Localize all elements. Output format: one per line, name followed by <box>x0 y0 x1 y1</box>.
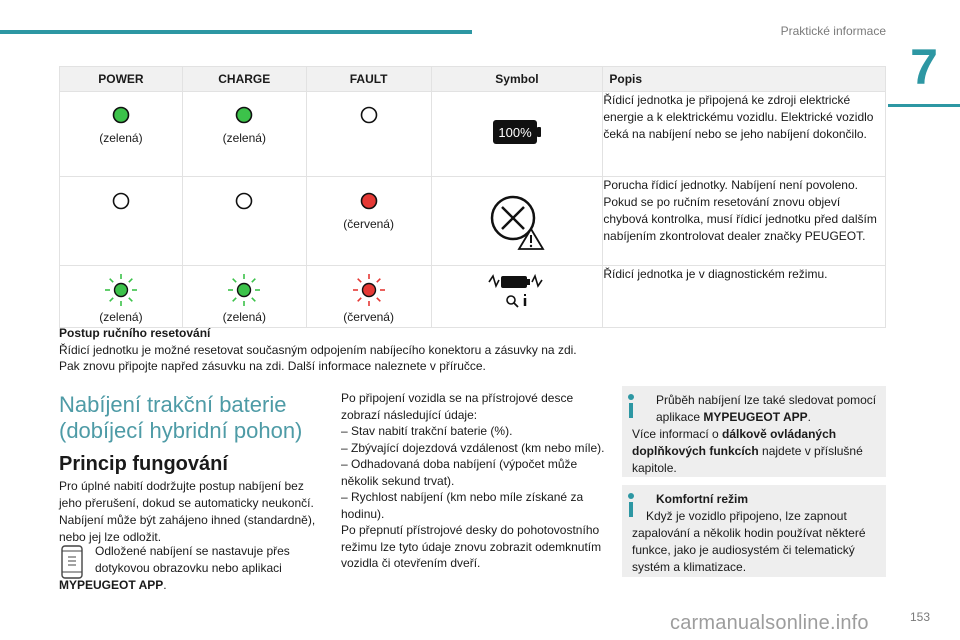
led-blinking-green-icon <box>103 272 139 308</box>
chapter-rule <box>888 104 960 107</box>
info-icon <box>628 394 634 400</box>
chapter-number: 7 <box>910 39 938 95</box>
header-fault: FAULT <box>306 67 431 92</box>
led-label: (zelená) <box>99 131 143 145</box>
info-icon <box>628 493 634 499</box>
led-off-icon <box>111 191 131 211</box>
box1-text: Průběh nabíjení lze také sledovat pomocí aplikace <box>656 393 877 424</box>
led-solid-green-icon <box>111 105 131 125</box>
box1-app: MYPEUGEOT APP <box>703 410 808 424</box>
diagnostic-mode-icon <box>485 272 549 308</box>
reset-title: Postup ručního resetování <box>59 326 211 340</box>
header-description: Popis <box>603 67 886 92</box>
fault-cell <box>306 177 431 266</box>
subsection-heading: Princip fungování <box>59 453 228 475</box>
box1-remote: dálkově ovládaných doplňkových funkcích <box>632 427 837 458</box>
reset-line-2: Pak znovu připojte napřed zásuvku na zdi. Další informace naleznete v příručce. <box>59 359 486 373</box>
symbol-cell <box>431 92 603 177</box>
watermark: carmanualsonline.info <box>670 612 869 634</box>
header-symbol: Symbol <box>431 67 603 92</box>
app-name: MYPEUGEOT APP <box>59 578 164 592</box>
led-blinking-red-icon <box>351 272 387 308</box>
table-header-row <box>60 67 886 92</box>
led-off-icon <box>359 105 379 125</box>
power-cell <box>60 266 183 328</box>
battery-full-icon <box>487 116 547 148</box>
fault-cell <box>306 266 431 328</box>
note-end: . <box>163 578 167 592</box>
note-text: Odložené nabíjení se nastavuje přes dotykovou obrazovku nebo aplikaci <box>95 544 290 575</box>
box1-dot: . <box>807 410 811 424</box>
led-solid-red-icon <box>359 191 379 211</box>
table-row <box>60 92 886 177</box>
list-item: – Odhadovaná doba nabíjení (výpočet může několik sekund trvat). <box>341 457 578 488</box>
power-cell <box>60 92 183 177</box>
power-cell <box>60 177 183 266</box>
table-row <box>60 266 886 328</box>
info-icon-bar <box>629 403 633 418</box>
deferred-charging-note <box>59 543 321 594</box>
symbol-cell <box>431 177 603 266</box>
symbol-cell <box>431 266 603 328</box>
led-label: (zelená) <box>99 310 143 324</box>
dashboard-intro: Po připojení vozidla se na přístrojové desce zobrazí následující údaje: <box>341 391 574 422</box>
status-table <box>59 66 886 328</box>
dashboard-info-column <box>341 390 609 572</box>
charge-cell <box>182 266 306 328</box>
reset-text <box>59 342 619 374</box>
battery-percent-text: 100% <box>498 125 532 140</box>
led-blinking-green-icon <box>226 272 262 308</box>
info-box-comfort <box>622 485 886 577</box>
box1-end: najdete v příslušné kapitole. <box>632 444 863 475</box>
led-label: (červená) <box>343 310 394 324</box>
section-heading: Nabíjení trakční baterie (dobíjecí hybridní pohon) <box>59 392 303 443</box>
intro-paragraph: Pro úplné nabití dodržujte postup nabíjení bez jeho přerušení, dokud se automaticky neukončí. Nabíjení může být zahájeno ihned (standardně), nebo jej lze odložit. <box>59 479 316 544</box>
description-cell: Porucha řídicí jednotky. Nabíjení není povoleno. Pokud se po ručním resetování znovu objeví chybová kontrolka, musí řídicí jednotku před dalším nabíjením zkontrolovat dealer značky PEUGEOT. <box>603 177 886 266</box>
charge-cell <box>182 92 306 177</box>
page-number: 153 <box>909 610 930 624</box>
list-item: – Rychlost nabíjení (km nebo míle získané za hodinu). <box>341 490 584 521</box>
header-charge: CHARGE <box>182 67 306 92</box>
box1-more: Více informací o <box>632 427 723 441</box>
section-title: Praktické informace <box>780 24 886 38</box>
box2-title: Komfortní režim <box>656 492 749 506</box>
led-off-icon <box>234 191 254 211</box>
description-cell: Řídicí jednotka je v diagnostickém režimu. <box>603 266 886 328</box>
charge-cell <box>182 177 306 266</box>
header-accent-bar <box>0 30 472 34</box>
box2-text: Když je vozidlo připojeno, lze zapnout zapalování a několik hodin používat některé funkce, jako je audiosystém či telematický systém a klimatizace. <box>632 509 866 574</box>
smartphone-icon <box>59 545 87 579</box>
reset-line-1: Řídicí jednotku je možné resetovat současným odpojením nabíjecího konektoru a zásuvky na zdi. <box>59 343 577 357</box>
led-solid-green-icon <box>234 105 254 125</box>
led-label: (zelená) <box>222 310 266 324</box>
list-item: – Zbývající dojezdová vzdálenost (km nebo míle). <box>341 440 605 455</box>
description-cell: Řídicí jednotka je připojená ke zdroji elektrické energie a k elektrickému vozidlu. Elektrické vozidlo čeká na nabíjení nebo se jeho nabíjení dokončilo. <box>603 92 886 177</box>
info-icon-bar <box>629 502 633 517</box>
header-power: POWER <box>60 67 183 92</box>
info-box-app <box>622 386 886 477</box>
fault-cell <box>306 92 431 177</box>
fault-x-warning-icon <box>487 191 547 251</box>
list-item: – Stav nabití trakční baterie (%). <box>341 424 513 438</box>
led-label: (zelená) <box>222 131 266 145</box>
table-row <box>60 177 886 266</box>
dashboard-outro: Po přepnutí přístrojové desky do pohotovostního režimu lze tyto údaje znovu zobrazit odemknutím vozidla či otevřením dveří. <box>341 523 602 570</box>
led-label: (červená) <box>343 217 394 231</box>
